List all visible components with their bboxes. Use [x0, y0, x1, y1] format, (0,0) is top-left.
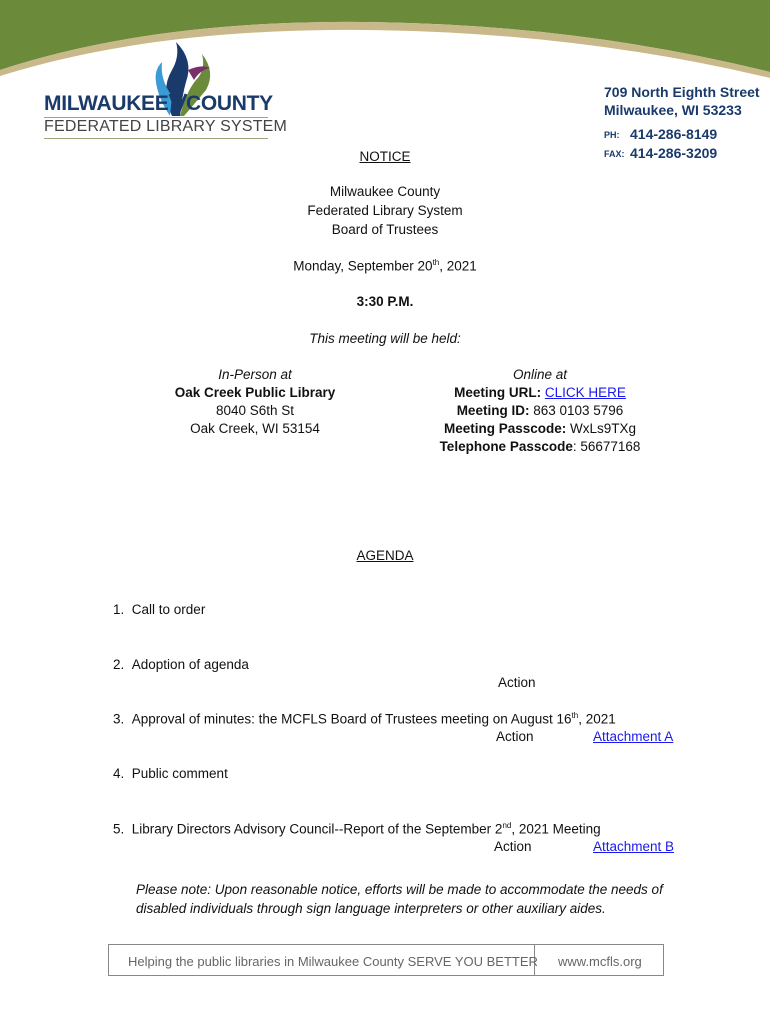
fax-label: FAX:	[604, 149, 625, 159]
agenda-item-2-action: Action	[498, 675, 536, 690]
logo-subtitle: FEDERATED LIBRARY SYSTEM	[44, 118, 288, 135]
address-city: Milwaukee, WI 53233	[604, 102, 742, 118]
logo-rule	[44, 138, 268, 139]
org-line-1: Milwaukee County	[329, 184, 441, 199]
org-line-2: Federated Library System	[307, 203, 463, 218]
online-block	[400, 366, 680, 456]
meeting-time: 3:30 P.M.	[356, 294, 414, 309]
accessibility-note: Please note: Upon reasonable notice, efforts will be made to accommodate the needs of disabled individuals through sign language interpreters or other auxiliary aides.	[136, 882, 663, 916]
logo-text-milwaukee: MILWAUKEE	[44, 92, 169, 115]
venue-city: Oak Creek, WI 53154	[190, 421, 320, 436]
agenda-item-5-action: Action	[494, 839, 532, 854]
address-street: 709 North Eighth Street	[604, 84, 760, 100]
logo-text-county: COUNTY	[186, 92, 273, 115]
in-person-block	[130, 366, 380, 438]
telephone-passcode-row: Telephone Passcode: 56677168	[439, 439, 641, 454]
meeting-url-link[interactable]: CLICK HERE	[544, 385, 626, 400]
footer-website[interactable]: www.mcfls.org	[558, 954, 642, 969]
attachment-a-link[interactable]: Attachment A	[593, 729, 674, 744]
header-banner	[0, 0, 770, 90]
agenda-item-3: 3. Approval of minutes: the MCFLS Board of Trustees meeting on August 16th, 2021	[113, 711, 616, 727]
meeting-id-row: Meeting ID: 863 0103 5796	[456, 403, 624, 418]
org-line-3: Board of Trustees	[331, 222, 439, 237]
online-heading: Online at	[512, 367, 568, 382]
phone-number: 414-286-8149	[630, 126, 718, 142]
venue-street: 8040 S6th St	[215, 403, 295, 418]
phone-label: PH:	[604, 130, 620, 140]
meeting-url-row: Meeting URL: CLICK HERE	[454, 385, 626, 400]
agenda-item-3-action: Action	[496, 729, 534, 744]
attachment-b-link[interactable]: Attachment B	[593, 839, 675, 854]
venue-name: Oak Creek Public Library	[174, 385, 336, 400]
agenda-item-4: 4. Public comment	[113, 766, 228, 781]
logo-v-icon	[168, 92, 188, 116]
meeting-held-label: This meeting will be held:	[309, 331, 461, 346]
meeting-passcode-row: Meeting Passcode: WxLs9TXg	[443, 421, 637, 436]
agenda-item-5: 5. Library Directors Advisory Council--Report of the September 2nd, 2021 Meeting	[113, 821, 601, 837]
agenda-item-2: 2. Adoption of agenda	[113, 657, 249, 672]
meeting-date: Monday, September 20th, 2021	[293, 258, 477, 274]
agenda-item-1: 1. Call to order	[113, 602, 206, 617]
footer-tagline: Helping the public libraries in Milwaukee County SERVE YOU BETTER	[128, 954, 538, 969]
notice-title: NOTICE	[359, 149, 411, 164]
fax-number: 414-286-3209	[630, 145, 718, 161]
in-person-heading: In-Person at	[218, 367, 292, 382]
agenda-title: AGENDA	[356, 548, 414, 563]
